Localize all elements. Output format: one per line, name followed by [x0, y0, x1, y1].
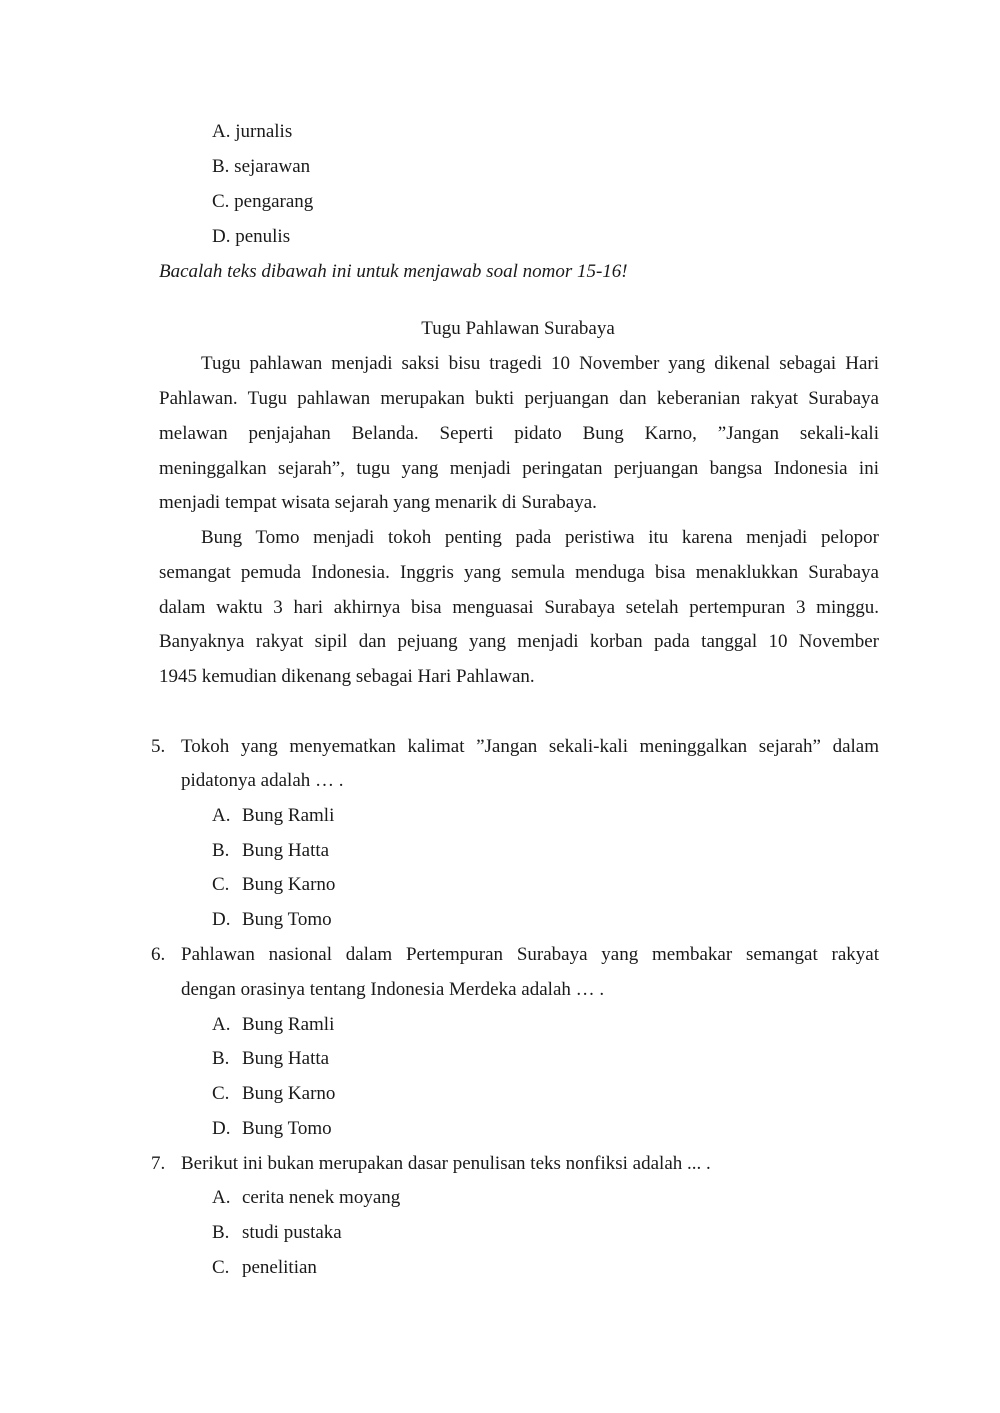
question-7-option-b: B. studi pustaka — [212, 1222, 342, 1243]
question-6-option-b: B. Bung Hatta — [212, 1048, 330, 1069]
question-7-option-a: A. cerita nenek moyang — [212, 1187, 401, 1208]
passage-p2-line-4: Banyaknya rakyat sipil dan pejuang yang menjadi korban pada tanggal 10 November — [159, 631, 879, 652]
passage-p1-line-5: menjadi tempat wisata sejarah yang menarik di Surabaya. — [159, 492, 597, 513]
question-6-number: 6. — [151, 944, 166, 965]
passage-p1-line-1: Tugu pahlawan menjadi saksi bisu tragedi 10 November yang dikenal sebagai Hari — [201, 353, 879, 374]
question-5-number: 5. — [151, 736, 166, 757]
question-6-option-a: A. Bung Ramli — [212, 1014, 335, 1035]
reading-instruction: Bacalah teks dibawah ini untuk menjawab soal nomor 15-16! — [159, 261, 628, 282]
prev-option-b: B. sejarawan — [212, 156, 311, 177]
question-6-option-d: D. Bung Tomo — [212, 1118, 332, 1139]
question-6-line-1: Pahlawan nasional dalam Pertempuran Surabaya yang membakar semangat rakyat — [181, 944, 879, 965]
passage-p2-line-3: dalam waktu 3 hari akhirnya bisa menguasai Surabaya setelah pertempuran 3 minggu. — [159, 597, 879, 618]
question-7-line-1: Berikut ini bukan merupakan dasar penulisan teks nonfiksi adalah ... . — [181, 1153, 711, 1174]
question-6-line-2: dengan orasinya tentang Indonesia Merdeka adalah … . — [181, 979, 605, 1000]
passage-p1-line-3: melawan penjajahan Belanda. Seperti pidato Bung Karno, ”Jangan sekali-kali — [159, 423, 879, 444]
prev-option-c: C. pengarang — [212, 191, 314, 212]
prev-option-a: A. jurnalis — [212, 121, 293, 142]
prev-option-d: D. penulis — [212, 226, 291, 247]
question-5-option-a: A. Bung Ramli — [212, 805, 335, 826]
question-5-line-1: Tokoh yang menyematkan kalimat ”Jangan sekali-kali meninggalkan sejarah” dalam — [181, 736, 879, 757]
passage-p1-line-2: Pahlawan. Tugu pahlawan merupakan bukti perjuangan dan keberanian rakyat Surabaya — [159, 388, 879, 409]
passage-p1-line-4: meninggalkan sejarah”, tugu yang menjadi peringatan perjuangan bangsa Indonesia ini — [159, 458, 879, 479]
question-5-line-2: pidatonya adalah … . — [181, 770, 344, 791]
passage-p2-line-1: Bung Tomo menjadi tokoh penting pada peristiwa itu karena menjadi pelopor — [201, 527, 879, 548]
passage-p2-line-2: semangat pemuda Indonesia. Inggris yang semula menduga bisa menaklukkan Surabaya — [159, 562, 879, 583]
question-5-option-d: D. Bung Tomo — [212, 909, 332, 930]
question-6-option-c: C. Bung Karno — [212, 1083, 336, 1104]
question-5-option-c: C. Bung Karno — [212, 874, 336, 895]
passage-p2-line-5: 1945 kemudian dikenang sebagai Hari Pahlawan. — [159, 666, 535, 687]
question-5-option-b: B. Bung Hatta — [212, 840, 330, 861]
passage-title: Tugu Pahlawan Surabaya — [421, 318, 615, 339]
question-7-option-c: C. penelitian — [212, 1257, 317, 1278]
question-7-number: 7. — [151, 1153, 166, 1174]
